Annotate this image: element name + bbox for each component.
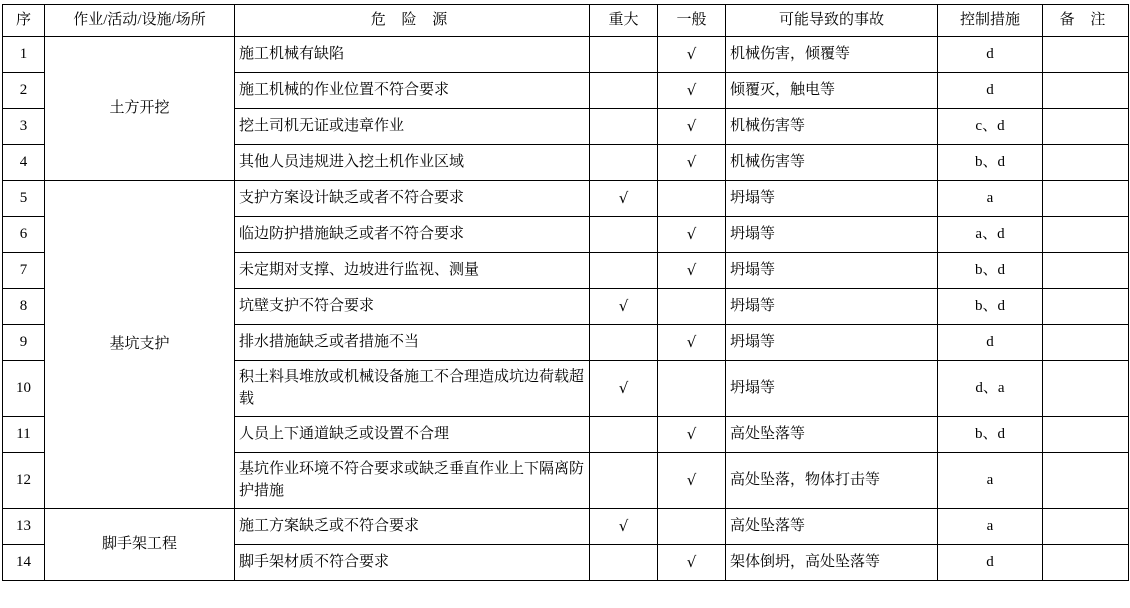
cell-general-mark: [658, 361, 726, 417]
cell-major-mark: √: [590, 181, 658, 217]
header-place: 作业/活动/设施/场所: [45, 5, 235, 37]
cell-major-mark: [590, 109, 658, 145]
cell-major-mark: [590, 145, 658, 181]
cell-seq: 8: [3, 289, 45, 325]
cell-seq: 13: [3, 509, 45, 545]
cell-seq: 7: [3, 253, 45, 289]
cell-seq: 5: [3, 181, 45, 217]
cell-accident: 坍塌等: [726, 181, 938, 217]
cell-hazard: 其他人员违规进入挖土机作业区域: [235, 145, 590, 181]
cell-control: a: [938, 181, 1043, 217]
cell-general-mark: √: [658, 417, 726, 453]
cell-major-mark: √: [590, 361, 658, 417]
cell-accident: 机械伤害等: [726, 145, 938, 181]
cell-hazard: 基坑作业环境不符合要求或缺乏垂直作业上下隔离防护措施: [235, 453, 590, 509]
cell-remark: [1043, 145, 1129, 181]
cell-accident: 坍塌等: [726, 253, 938, 289]
cell-general-mark: √: [658, 545, 726, 581]
cell-hazard: 排水措施缺乏或者措施不当: [235, 325, 590, 361]
cell-major-mark: [590, 417, 658, 453]
cell-major-mark: [590, 217, 658, 253]
cell-remark: [1043, 289, 1129, 325]
cell-major-mark: [590, 453, 658, 509]
cell-control: a、d: [938, 217, 1043, 253]
cell-control: d: [938, 545, 1043, 581]
cell-general-mark: [658, 289, 726, 325]
cell-place: 脚手架工程: [45, 509, 235, 581]
cell-seq: 11: [3, 417, 45, 453]
header-seq: 序: [3, 5, 45, 37]
cell-place: 基坑支护: [45, 181, 235, 509]
cell-accident: 高处坠落等: [726, 417, 938, 453]
cell-accident: 坍塌等: [726, 289, 938, 325]
cell-accident: 坍塌等: [726, 325, 938, 361]
cell-place: 土方开挖: [45, 37, 235, 181]
cell-major-mark: √: [590, 509, 658, 545]
table-header: [3, 5, 1129, 37]
cell-seq: 9: [3, 325, 45, 361]
cell-remark: [1043, 37, 1129, 73]
header-row: [3, 5, 1129, 37]
cell-major-mark: [590, 253, 658, 289]
cell-hazard: 人员上下通道缺乏或设置不合理: [235, 417, 590, 453]
cell-accident: 坍塌等: [726, 361, 938, 417]
cell-control: d: [938, 325, 1043, 361]
cell-seq: 3: [3, 109, 45, 145]
header-control: 控制措施: [938, 5, 1043, 37]
cell-general-mark: √: [658, 325, 726, 361]
cell-hazard: 施工机械有缺陷: [235, 37, 590, 73]
cell-hazard: 挖土司机无证或违章作业: [235, 109, 590, 145]
cell-seq: 6: [3, 217, 45, 253]
cell-accident: 高处坠落，物体打击等: [726, 453, 938, 509]
cell-seq: 2: [3, 73, 45, 109]
cell-major-mark: [590, 545, 658, 581]
cell-accident: 机械伤害，倾覆等: [726, 37, 938, 73]
cell-general-mark: √: [658, 217, 726, 253]
cell-control: b、d: [938, 289, 1043, 325]
cell-control: a: [938, 509, 1043, 545]
cell-remark: [1043, 361, 1129, 417]
header-remark: 备 注: [1043, 5, 1129, 37]
cell-hazard: 脚手架材质不符合要求: [235, 545, 590, 581]
cell-seq: 1: [3, 37, 45, 73]
cell-accident: 机械伤害等: [726, 109, 938, 145]
cell-hazard: 支护方案设计缺乏或者不符合要求: [235, 181, 590, 217]
cell-remark: [1043, 417, 1129, 453]
cell-accident: 高处坠落等: [726, 509, 938, 545]
cell-control: a: [938, 453, 1043, 509]
cell-control: d: [938, 73, 1043, 109]
header-general: 一般: [658, 5, 726, 37]
cell-hazard: 积土料具堆放或机械设备施工不合理造成坑边荷载超载: [235, 361, 590, 417]
cell-seq: 14: [3, 545, 45, 581]
cell-accident: 坍塌等: [726, 217, 938, 253]
cell-remark: [1043, 253, 1129, 289]
cell-control: c、d: [938, 109, 1043, 145]
cell-major-mark: [590, 37, 658, 73]
cell-remark: [1043, 109, 1129, 145]
cell-hazard: 临边防护措施缺乏或者不符合要求: [235, 217, 590, 253]
cell-general-mark: √: [658, 453, 726, 509]
cell-control: b、d: [938, 253, 1043, 289]
cell-seq: 10: [3, 361, 45, 417]
cell-general-mark: [658, 509, 726, 545]
cell-remark: [1043, 181, 1129, 217]
cell-control: d: [938, 37, 1043, 73]
cell-general-mark: √: [658, 145, 726, 181]
table-body: [3, 37, 1129, 581]
hazard-source-table: [2, 4, 1129, 581]
table-row: [3, 509, 1129, 545]
cell-remark: [1043, 325, 1129, 361]
cell-hazard: 施工方案缺乏或不符合要求: [235, 509, 590, 545]
cell-remark: [1043, 73, 1129, 109]
cell-major-mark: [590, 325, 658, 361]
cell-remark: [1043, 453, 1129, 509]
cell-control: b、d: [938, 145, 1043, 181]
table-row: [3, 181, 1129, 217]
cell-major-mark: √: [590, 289, 658, 325]
cell-major-mark: [590, 73, 658, 109]
header-major: 重大: [590, 5, 658, 37]
cell-seq: 12: [3, 453, 45, 509]
cell-control: b、d: [938, 417, 1043, 453]
cell-remark: [1043, 509, 1129, 545]
cell-general-mark: √: [658, 109, 726, 145]
cell-hazard: 未定期对支撑、边坡进行监视、测量: [235, 253, 590, 289]
cell-hazard: 坑壁支护不符合要求: [235, 289, 590, 325]
cell-accident: 架体倒坍，高处坠落等: [726, 545, 938, 581]
cell-general-mark: √: [658, 73, 726, 109]
cell-general-mark: √: [658, 253, 726, 289]
cell-control: d、a: [938, 361, 1043, 417]
cell-hazard: 施工机械的作业位置不符合要求: [235, 73, 590, 109]
cell-remark: [1043, 545, 1129, 581]
cell-general-mark: [658, 181, 726, 217]
header-hazard: 危 险 源: [235, 5, 590, 37]
table-row: [3, 37, 1129, 73]
cell-general-mark: √: [658, 37, 726, 73]
cell-seq: 4: [3, 145, 45, 181]
header-accident: 可能导致的事故: [726, 5, 938, 37]
cell-accident: 倾覆灭，触电等: [726, 73, 938, 109]
cell-remark: [1043, 217, 1129, 253]
